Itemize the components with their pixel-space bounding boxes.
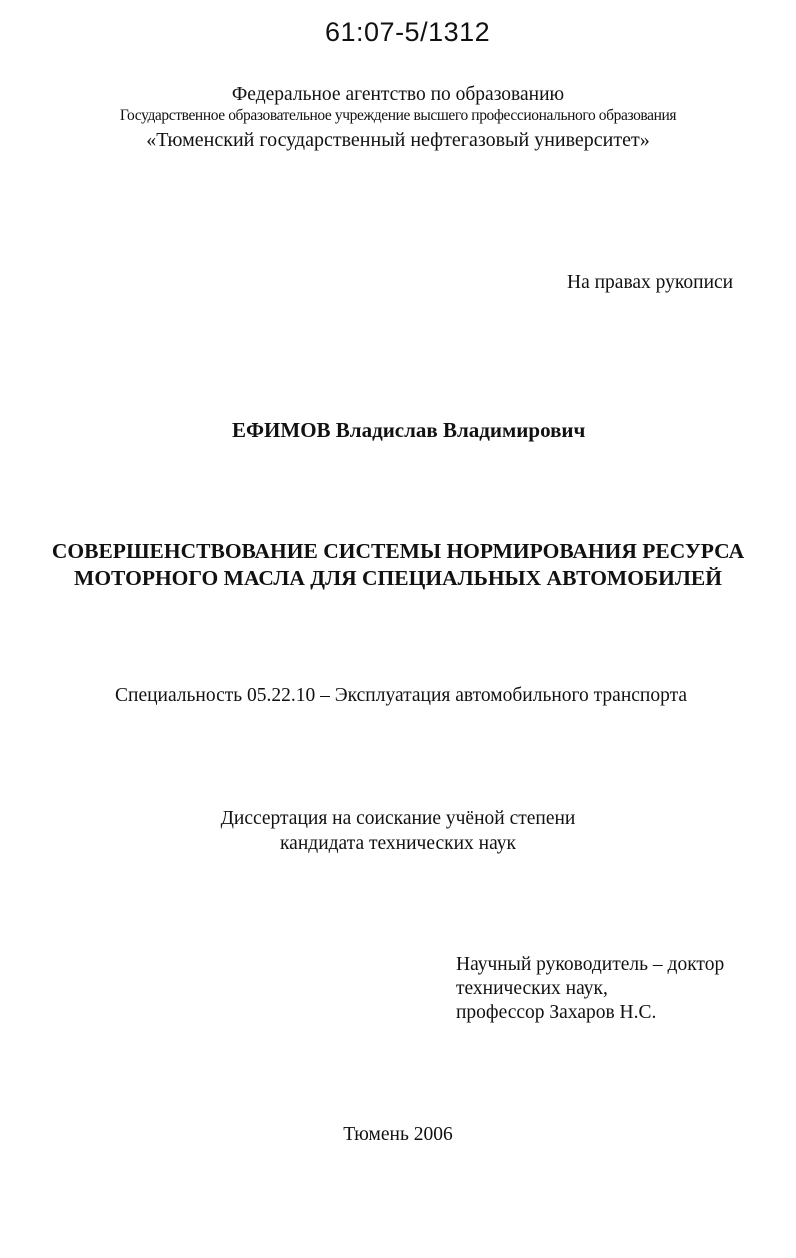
author-name: ЕФИМОВ Владислав Владимирович — [232, 418, 586, 442]
rights-note: На правах рукописи — [567, 272, 734, 293]
agency-name: Федеральное агентство по образованию — [231, 84, 565, 105]
institution-type: Государственное образовательное учреждение высшего профессионального образования — [119, 107, 677, 124]
scientific-advisor — [456, 953, 724, 1025]
advisor-line-3: профессор Захаров Н.С. — [456, 1002, 657, 1023]
archive-stamp: 61:07-5/1312 — [325, 17, 491, 47]
specialty: Специальность 05.22.10 – Эксплуатация автомобильного транспорта — [115, 685, 688, 706]
degree-line-2: кандидата технических наук — [280, 833, 516, 854]
title-line-1: СОВЕРШЕНСТВОВАНИЕ СИСТЕМЫ НОРМИРОВАНИЯ РЕСУРСА — [51, 539, 745, 563]
dissertation-title — [0, 538, 796, 592]
degree-line-1: Диссертация на соискание учёной степени — [220, 808, 576, 829]
city-year: Тюмень 2006 — [343, 1124, 453, 1145]
university-name: «Тюменский государственный нефтегазовый университет» — [146, 129, 650, 151]
advisor-line-1: Научный руководитель – доктор — [456, 954, 725, 975]
title-line-2: МОТОРНОГО МАСЛА ДЛЯ СПЕЦИАЛЬНЫХ АВТОМОБИЛЕЙ — [74, 566, 722, 590]
advisor-line-2: технических наук, — [456, 978, 608, 999]
degree-statement — [0, 806, 796, 856]
